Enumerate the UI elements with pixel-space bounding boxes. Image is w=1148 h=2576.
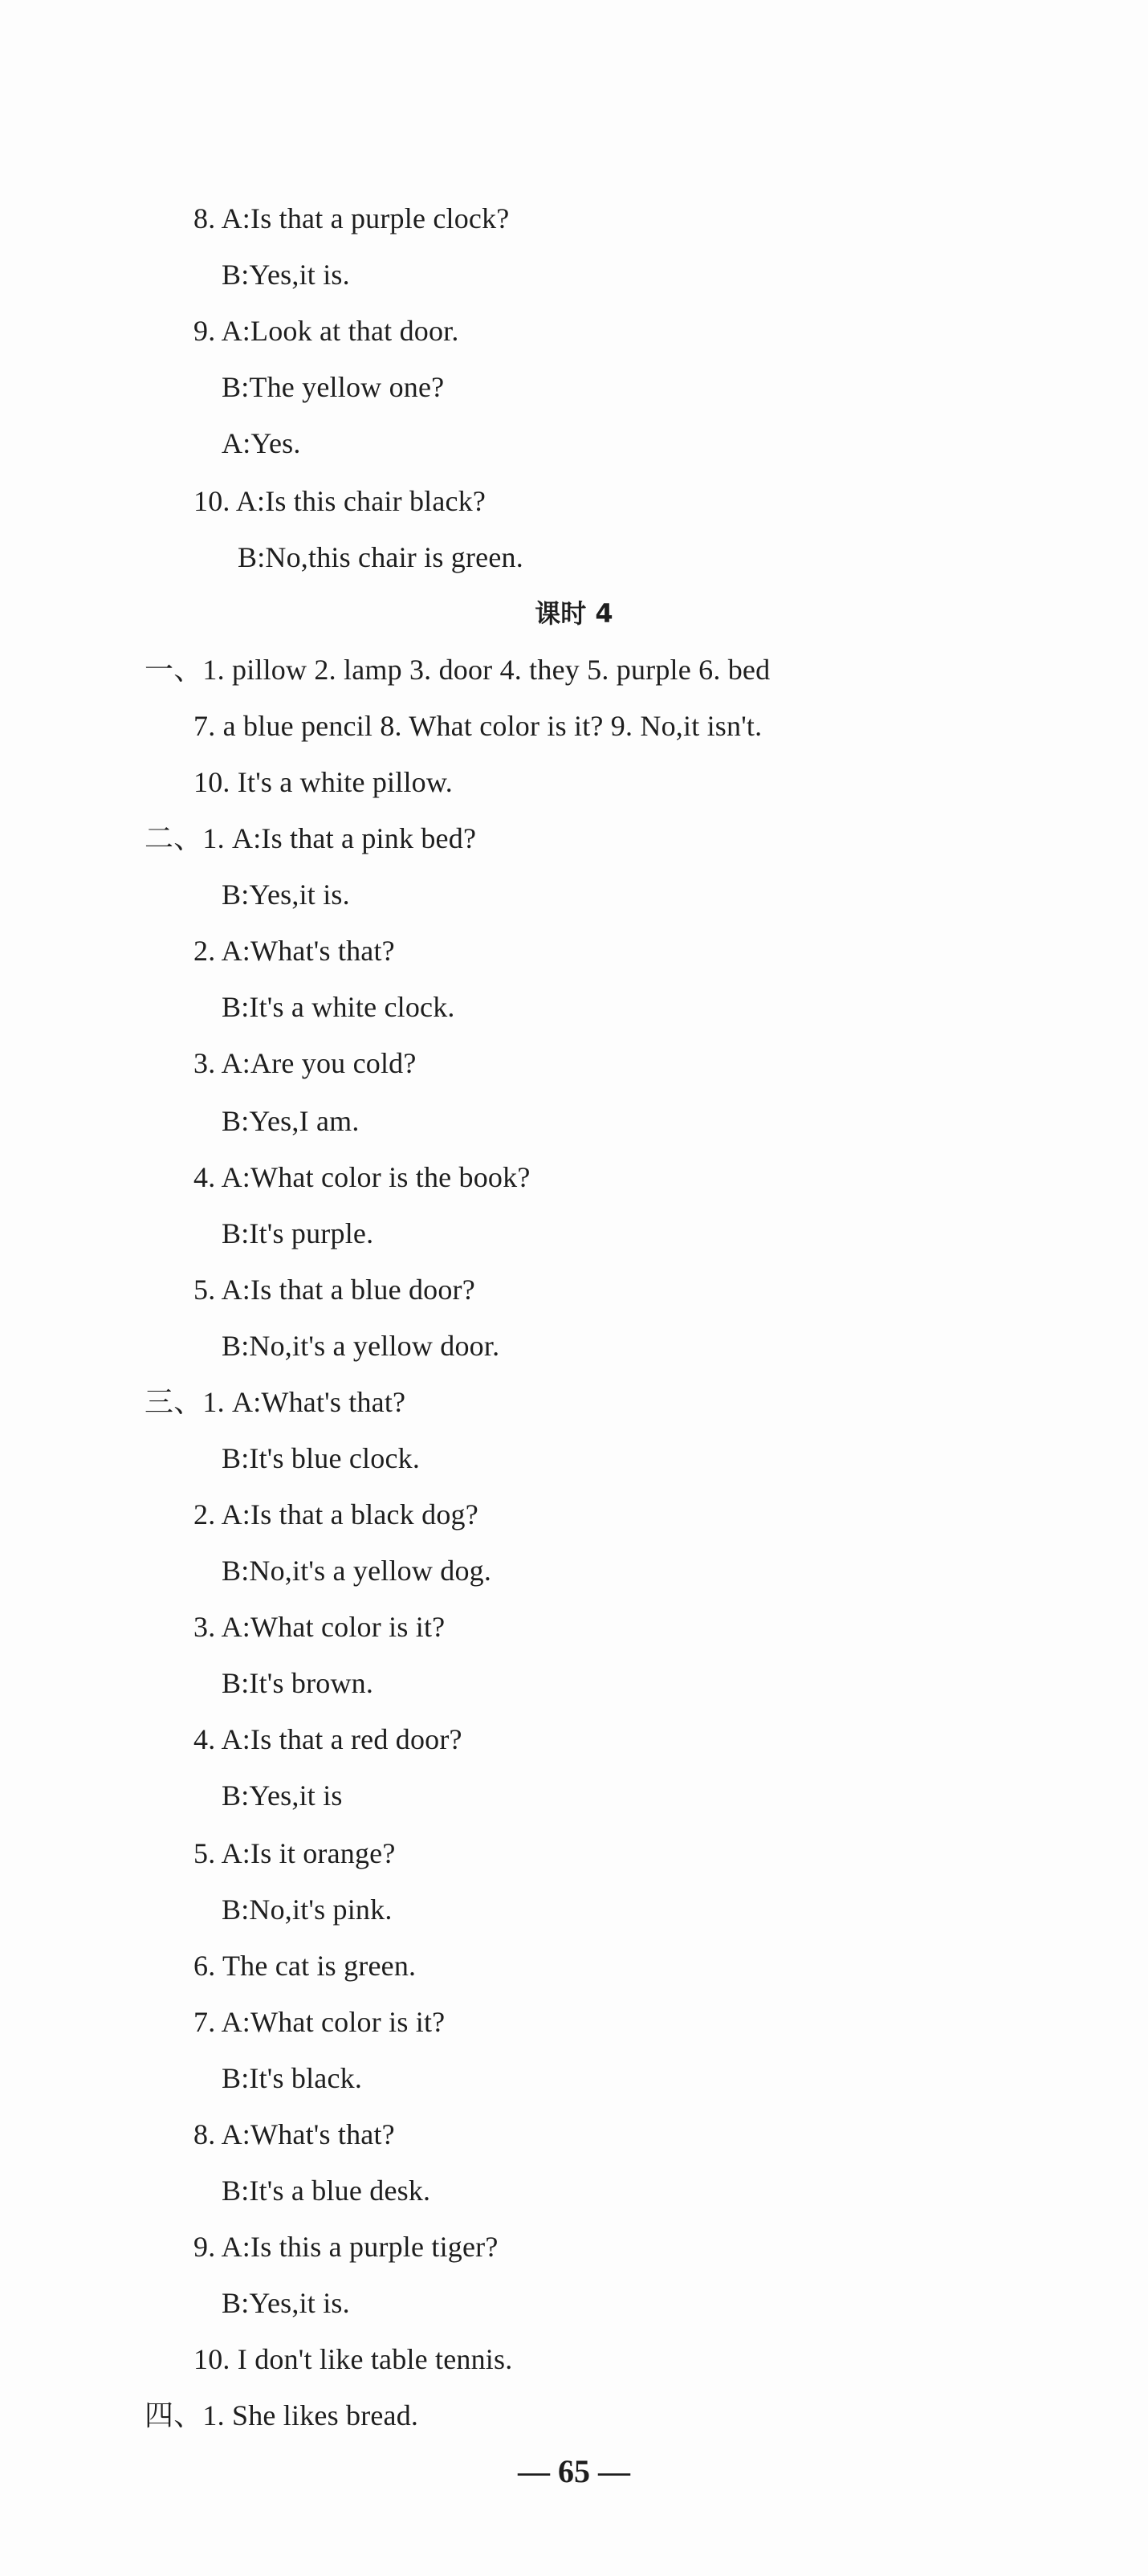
answer-line: 9. A:Look at that door.	[193, 315, 459, 347]
answer-line: B:No,it's pink.	[222, 1893, 393, 1926]
answer-line: 10. It's a white pillow.	[193, 766, 453, 798]
answer-line: B:Yes,it is.	[222, 2287, 350, 2319]
answer-line: 5. A:Is it orange?	[193, 1837, 396, 1869]
answer-line: 2. A:What's that?	[193, 935, 395, 967]
answer-line: B:Yes,it is.	[222, 259, 350, 291]
answer-line: B:Yes,I am.	[222, 1105, 360, 1137]
lesson-title: 课时 4	[535, 598, 613, 629]
section-header-line: 二、1. A:Is that a pink bed?	[145, 822, 477, 854]
answer-line: 4. A:Is that a red door?	[193, 1723, 462, 1755]
answer-line: B:Yes,it is.	[222, 878, 350, 911]
answer-line: 4. A:What color is the book?	[193, 1161, 531, 1193]
answer-line: 7. A:What color is it?	[193, 2006, 446, 2038]
answer-line: B:It's black.	[222, 2062, 363, 2094]
answer-line: 7. a blue pencil 8. What color is it? 9. No,it isn't.	[193, 710, 763, 742]
section-header-line: 四、1. She likes bread.	[145, 2399, 419, 2431]
answer-line: 2. A:Is that a black dog?	[193, 1498, 478, 1531]
answer-line: B:No,it's a yellow door.	[222, 1330, 500, 1362]
answer-line: 3. A:Are you cold?	[193, 1047, 417, 1079]
answer-line: A:Yes.	[222, 427, 301, 459]
answer-line: B:No,this chair is green.	[238, 541, 523, 573]
answer-line: 8. A:What's that?	[193, 2118, 395, 2150]
answer-line: B:It's brown.	[222, 1667, 374, 1699]
section-header-line: 三、1. A:What's that?	[145, 1386, 406, 1418]
page-number: — 65 —	[518, 2453, 630, 2489]
answer-line: 10. I don't like table tennis.	[193, 2343, 513, 2375]
answer-line: 6. The cat is green.	[193, 1950, 417, 1982]
answer-line: B:It's purple.	[222, 1217, 374, 1249]
section-header-line: 一、1. pillow 2. lamp 3. door 4. they 5. purple 6. bed	[145, 654, 771, 686]
answer-line: 8. A:Is that a purple clock?	[193, 202, 510, 234]
answer-line: 3. A:What color is it?	[193, 1611, 446, 1643]
answer-line: 5. A:Is that a blue door?	[193, 1274, 475, 1306]
answer-line: B:No,it's a yellow dog.	[222, 1555, 492, 1587]
answer-line: B:Yes,it is	[222, 1779, 343, 1812]
answer-line: B:It's a white clock.	[222, 991, 455, 1023]
answer-line: B:It's a blue desk.	[222, 2175, 431, 2207]
answer-line: B:It's blue clock.	[222, 1442, 421, 1474]
answer-line: 10. A:Is this chair black?	[193, 485, 486, 517]
answer-line: 9. A:Is this a purple tiger?	[193, 2231, 499, 2263]
answer-line: B:The yellow one?	[222, 371, 445, 403]
